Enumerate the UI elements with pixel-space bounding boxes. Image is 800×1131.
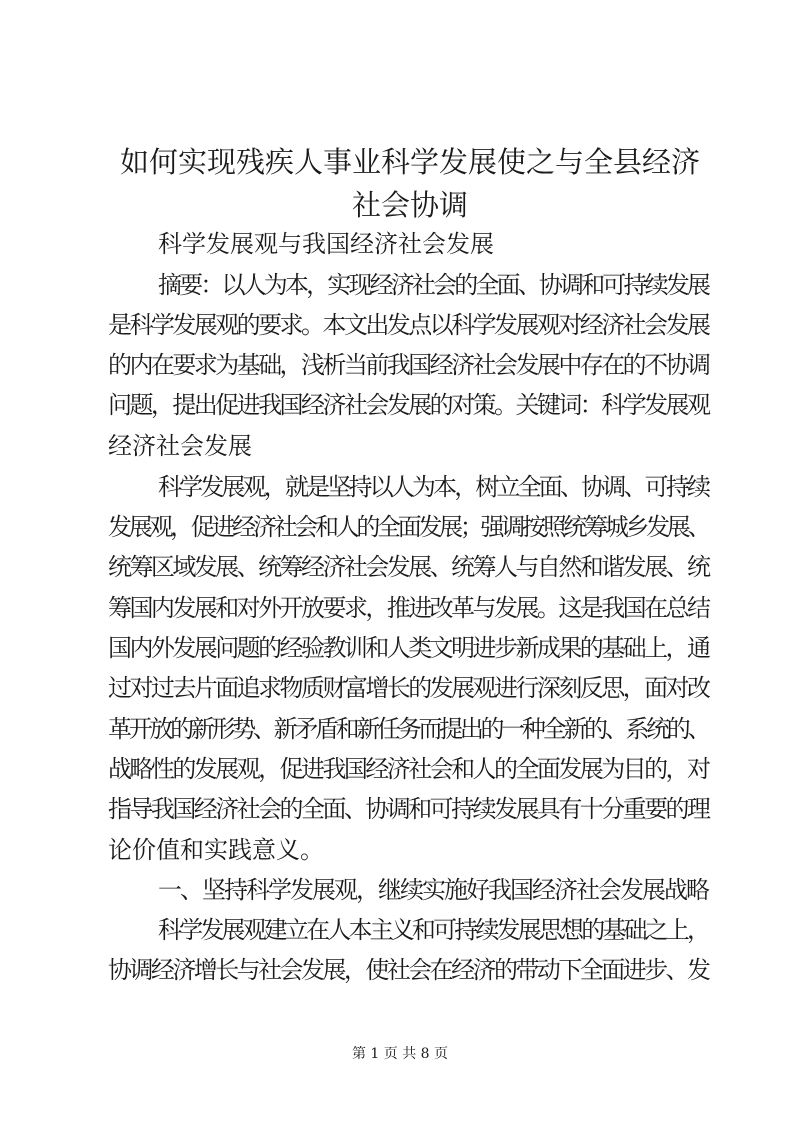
body-line: 协调经济增长与社会发展，使社会在经济的带动下全面进步、发: [108, 956, 708, 984]
body-line: 是科学发展观的要求。本文出发点以科学发展观对经济社会发展: [108, 311, 708, 339]
body-line: 科学发展观建立在人本主义和可持续发展思想的基础之上，: [158, 916, 708, 944]
body-line: 过对过去片面追求物质财富增长的发展观进行深刻反思，面对改: [108, 674, 708, 702]
body-line: 发展观，促进经济社会和人的全面发展；强调按照统筹城乡发展、: [108, 513, 708, 541]
title-line-1: 如何实现残疾人事业科学发展使之与全县经济: [119, 145, 700, 179]
title-line-2: 社会协调: [351, 188, 468, 222]
body-line: 指导我国经济社会的全面、协调和可持续发展具有十分重要的理: [108, 795, 708, 823]
body-line: 战略性的发展观，促进我国经济社会和人的全面发展为目的，对: [108, 755, 708, 783]
body-line: 革开放的新形势、新矛盾和新任务而提出的一种全新的、系统的、: [108, 715, 708, 743]
subtitle: 科学发展观与我国经济社会发展: [158, 230, 494, 258]
body-line: 统筹区域发展、统筹经济社会发展、统筹人与自然和谐发展、统: [108, 553, 708, 581]
body-line: 论价值和实践意义。: [108, 836, 324, 864]
body-line: 摘要：以人为本，实现经济社会的全面、协调和可持续发展: [158, 271, 708, 299]
body-line: 科学发展观，就是坚持以人为本，树立全面、协调、可持续: [158, 473, 708, 501]
body-line: 筹国内发展和对外开放要求，推进改革与发展。这是我国在总结: [108, 594, 708, 622]
body-line: 经济社会发展: [108, 432, 252, 460]
page-footer: 第 1 页 共 8 页: [351, 1046, 449, 1062]
body-line: 问题，提出促进我国经济社会发展的对策。关键词：科学发展观: [108, 391, 708, 419]
body-line: 的内在要求为基础，浅析当前我国经济社会发展中存在的不协调: [108, 351, 708, 379]
section-heading: 一、坚持科学发展观，继续实施好我国经济社会发展战略: [158, 876, 708, 904]
body-line: 国内外发展问题的经验教训和人类文明进步新成果的基础上，通: [108, 634, 708, 662]
